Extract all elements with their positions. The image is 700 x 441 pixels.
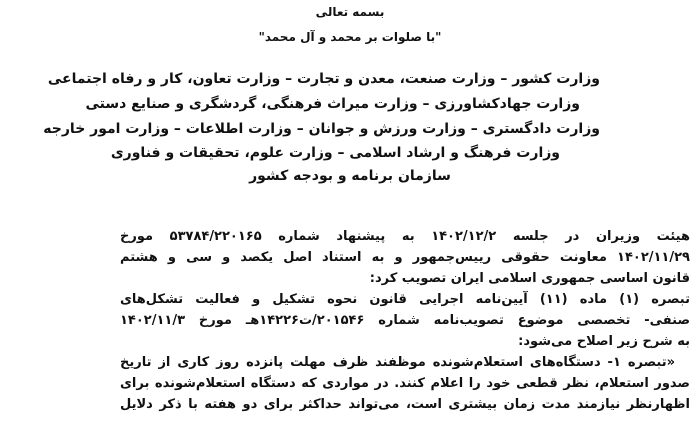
body-line: ۱۴۰۲/۱۱/۲۹ معاونت حقوقی رییس‌جمهور و به استناد اصل یکصد و سی و هشتم [120,250,690,265]
body-line: صنفی- تخصصی موضوع تصویب‌نامه شماره ۲۰۱۵۴۶/ت۱۴۲۲۶هـ مورخ ۱۴۰۲/۱۱/۳ [120,313,690,328]
recipient-line: وزارت فرهنگ و ارشاد اسلامی – وزارت علوم، تحقیقات و فناوری [110,145,560,161]
recipient-line: وزارت جهادکشاورزی – وزارت میراث فرهنگی، گردشگری و صنایع دستی [85,96,580,112]
body-line: هیئت وزیران در جلسه ۱۴۰۲/۱۲/۲ به پیشنهاد شماره ۵۳۷۸۴/۲۲۰۱۶۵ مورخ [120,229,690,244]
recipient-line: وزارت کشور – وزارت صنعت، معدن و تجارت – وزارت تعاون، کار و رفاه اجتماعی [47,71,600,87]
body-line: تبصره (۱) ماده (۱۱) آیین‌نامه اجرایی قانون نحوه تشکیل و فعالیت تشکل‌های [120,292,690,307]
body-line: اظهارنظر نیازمند مدت زمان بیشتری است، می‌تواند حداکثر برای دو هفته با ذکر دلایل [120,397,690,412]
body-line: صدور استعلام، نظر قطعی خود را اعلام کنند. در مواردی که دستگاه استعلام‌شونده برای [120,376,690,391]
salutation-text: "با صلوات بر محمد و آل محمد" [258,30,442,44]
body-line: قانون اساسی جمهوری اسلامی ایران تصویب کرد: [369,271,690,286]
recipient-line: وزارت دادگستری – وزارت ورزش و جوانان – وزارت اطلاعات – وزارت امور خارجه [43,121,600,137]
body-line: «تبصره ۱- دستگاه‌های استعلام‌شونده موظفند ظرف مهلت پانزده روز کاری از تاریخ [120,355,675,370]
invocation-text: بسمه تعالی [315,5,385,19]
body-line: به شرح زیر اصلاح می‌شود: [518,334,690,349]
recipient-line: سازمان برنامه و بودجه کشور [249,168,451,184]
